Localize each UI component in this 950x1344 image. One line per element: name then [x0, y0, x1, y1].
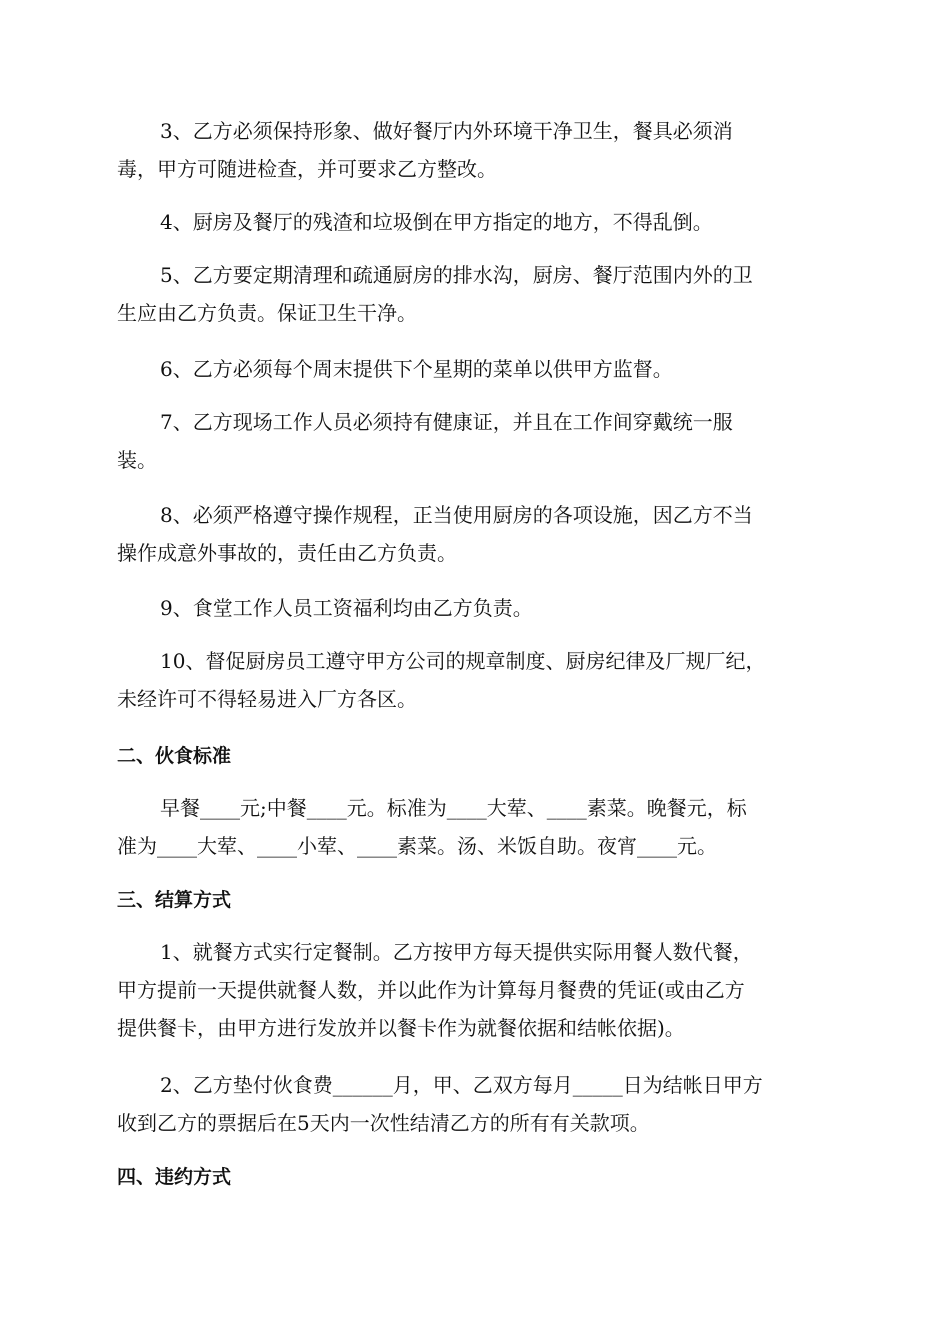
section-3-title: 三、结算方式	[117, 889, 232, 911]
clause-8-line-1: 8、必须严格遵守操作规程，正当使用厨房的各项设施，因乙方不当	[160, 503, 753, 527]
clause-7-line-1: 7、乙方现场工作人员必须持有健康证，并且在工作间穿戴统一服	[160, 410, 733, 434]
clause-9-line-1: 9、食堂工作人员工资福利均由乙方负责。	[160, 596, 533, 620]
section-2-line-2: 准为____大荤、____小荤、____素菜。汤、米饭自助。夜宵____元。	[117, 834, 717, 858]
section-3-heading	[117, 881, 837, 919]
section-4-title: 四、违约方式	[117, 1166, 232, 1188]
clause-5-line-2: 生应由乙方负责。保证卫生干净。	[117, 301, 417, 325]
clause-3-line-1: 3、乙方必须保持形象、做好餐厅内外环境干净卫生，餐具必须消	[160, 119, 733, 143]
section-3-clause-1-line-2: 甲方提前一天提供就餐人数，并以此作为计算每月餐费的凭证(或由乙方	[117, 978, 745, 1002]
section-4-heading	[117, 1158, 837, 1196]
clause-6	[117, 350, 837, 388]
clause-5	[117, 256, 837, 332]
clause-6-line-1: 6、乙方必须每个周末提供下个星期的菜单以供甲方监督。	[160, 357, 673, 381]
clause-4-line-1: 4、厨房及餐厅的残渣和垃圾倒在甲方指定的地方，不得乱倒。	[160, 210, 713, 234]
clause-7	[117, 403, 837, 479]
clause-8	[117, 496, 837, 572]
section-3-clause-2-line-2: 收到乙方的票据后在5天内一次性结清乙方的所有有关款项。	[117, 1111, 650, 1135]
section-3-clause-1-line-1: 1、就餐方式实行定餐制。乙方按甲方每天提供实际用餐人数代餐，	[160, 940, 753, 964]
section-2-title: 二、伙食标准	[117, 745, 232, 767]
clause-10-line-1: 10、督促厨房员工遵守甲方公司的规章制度、厨房纪律及厂规厂纪，	[160, 649, 766, 673]
clause-10	[117, 642, 837, 718]
clause-10-line-2: 未经许可不得轻易进入厂方各区。	[117, 687, 417, 711]
section-3-clause-2	[117, 1066, 837, 1142]
section-3-clause-2-line-1: 2、乙方垫付伙食费______月，甲、乙双方每月_____日为结帐日甲方	[160, 1073, 763, 1097]
section-3-clause-1	[117, 933, 837, 1047]
clause-3-line-2: 毒，甲方可随进检查，并可要求乙方整改。	[117, 157, 497, 181]
clause-7-line-2: 装。	[117, 448, 157, 472]
section-2-line-1: 早餐____元;中餐____元。标准为____大荤、____素菜。晚餐元，标	[160, 796, 747, 820]
section-3-clause-1-line-3: 提供餐卡，由甲方进行发放并以餐卡作为就餐依据和结帐依据)。	[117, 1016, 685, 1040]
section-2-body	[117, 789, 837, 865]
section-2-heading	[117, 737, 837, 775]
clause-5-line-1: 5、乙方要定期清理和疏通厨房的排水沟，厨房、餐厅范围内外的卫	[160, 263, 753, 287]
clause-8-line-2: 操作成意外事故的，责任由乙方负责。	[117, 541, 457, 565]
clause-9	[117, 589, 837, 627]
clause-4	[117, 203, 837, 241]
clause-3	[117, 112, 837, 188]
